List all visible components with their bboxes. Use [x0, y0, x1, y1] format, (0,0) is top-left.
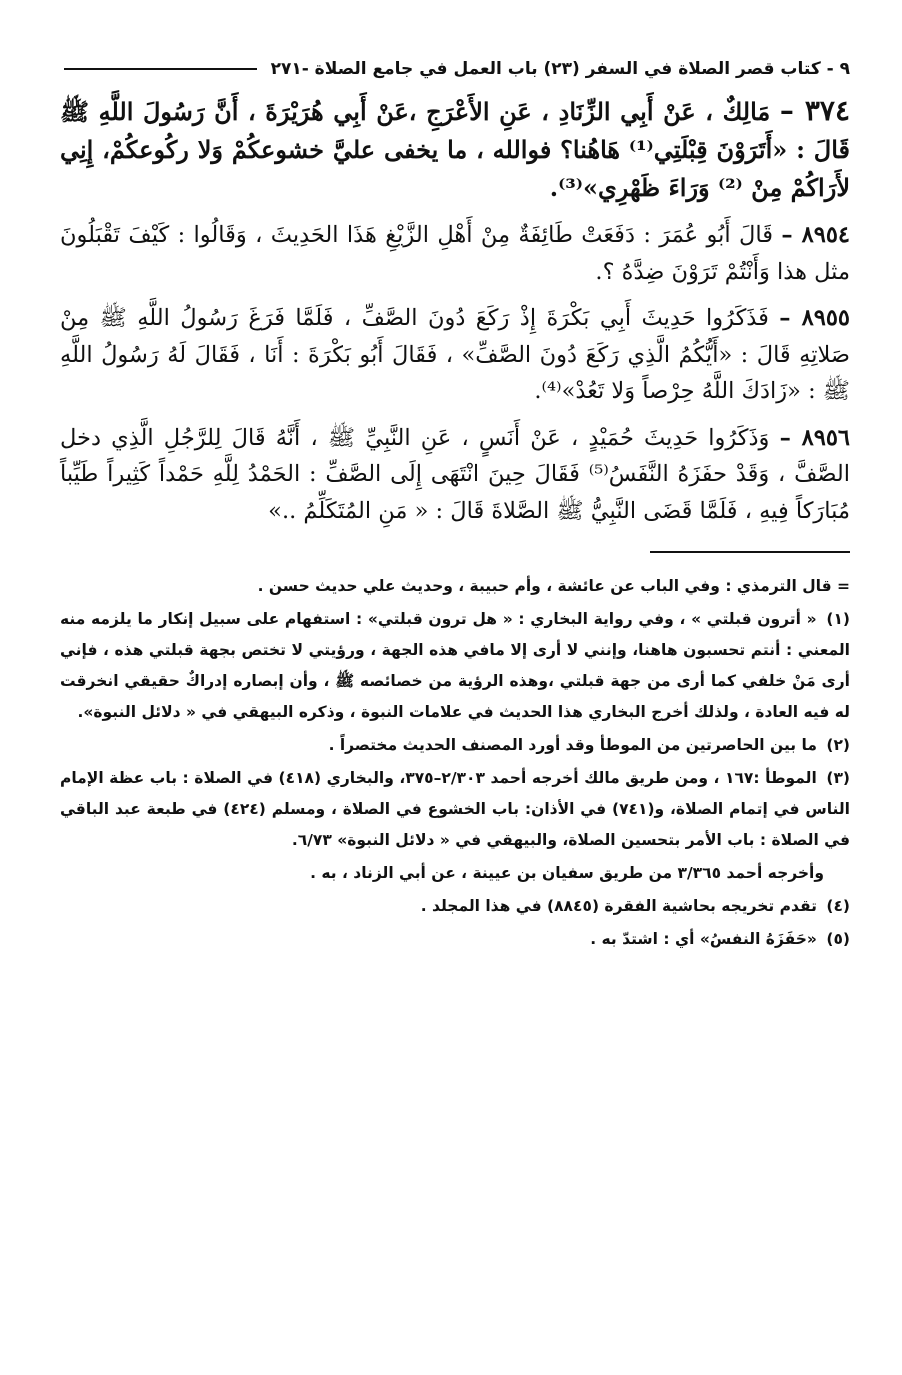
footnote-2 — [60, 730, 850, 761]
footnote-1 — [60, 604, 850, 728]
footnotes — [60, 571, 850, 955]
footnote-marker: (٣) — [826, 769, 850, 787]
footnote-text: تقدم تخريجه بحاشية الفقرة (٨٨٤٥) في هذا المجلد . — [420, 897, 817, 915]
paragraph-text: وَذَكَرُوا حَدِيثَ حُمَيْدٍ ، عَنْ أَنَسٍ ، عَنِ النَّبِيِّ ﷺ ، أَنَّهُ قَالَ لِلرَّجُلِ الَّذِي دخل الصَّفَّ ، وَقَدْ حفَزَهُ النَّفَسُ⁽⁵⁾ فَقَالَ حِينَ انْتَهَى إِلَى الصَّفِّ : الحَمْدُ لِلَّهِ حَمْداً كَثِيراً طَيِّباً مُبَارَكاً فِيهِ ، فَلَمَّا قَضَى النَّبِيُّ ﷺ الصَّلاةَ قَالَ : « مَنِ المُتَكَلِّمُ ..» — [60, 424, 850, 524]
paragraph-8954 — [60, 217, 850, 290]
footnote-marker: (٤) — [826, 897, 850, 915]
footnote-marker: (١) — [826, 610, 850, 628]
paragraph-text: فَذَكَرُوا حَدِيثَ أَبِي بَكْرَةَ إِذْ رَكَعَ دُونَ الصَّفِّ ، فَلَمَّا فَرَغَ رَسُولُ اللَّهِ ﷺ مِنْ صَلاتِهِ قَالَ : «أَيُّكُمُ الَّذِي رَكَعَ دُونَ الصَّفِّ» ، فَقَالَ أَبُو بَكْرَةَ : أَنَا ، فَقَالَ لَهُ رَسُولُ اللَّهِ ﷺ : «زَادَكَ اللَّهُ حِرْصاً وَلا تَعُدْ»⁽⁴⁾. — [60, 305, 850, 404]
footnote-text: «حَفَزَهُ النفسُ» أي : اشتدّ به . — [590, 930, 817, 948]
footnote-text: « أترون قبلتي » ، وفي رواية البخاري : « هل ترون قبلتي» : استفهام على سبيل إنكار ما يلزمه منه المعني : أنتم تحسبون هاهنا، وإنني لا أرى إلا مافي هذه الجهة ، ورؤيتي لا تختص بجهة قبلتي هذه ، فإني أرى مَنْ خلفي كما أرى من جهة قبلتي ،وهذه الرؤية من خصائصه ﷺ ، وأن إبصاره إدراكٌ حقيقي انخرقت له فيه العادة ، ولذلك أخرج البخاري هذا الحديث في علامات النبوة ، وذكره البيهقي في « دلائل النبوة». — [60, 610, 850, 721]
header-title: ٩ - كتاب قصر الصلاة في السفر (٢٣) باب العمل في جامع الصلاة -٢٧١ — [270, 59, 850, 79]
paragraph-number: ٨٩٥٦ – — [779, 424, 850, 451]
footnote-continuation — [60, 571, 850, 602]
footnote-marker: (٥) — [826, 930, 850, 948]
footnote-text: = قال الترمذي : وفي الباب عن عائشة ، وأم حبيبة ، وحديث علي حديث حسن . — [257, 577, 850, 595]
paragraph-text: قَالَ أَبُو عُمَرَ : دَفَعَتْ طَائِفَةٌ مِنْ أَهْلِ الزَّيْغِ هَذَا الحَدِيثَ ، وَقَالُوا : كَيْفَ تَقْبَلُونَ مثل هذا وَأَنْتُمْ تَرَوْنَ ضِدَّهُ ؟. — [60, 222, 850, 285]
footnote-text: الموطأ :١٦٧ ، ومن طريق مالك أخرجه أحمد ٢/٣٠٣–٣٧٥، والبخاري (٤١٨) في الصلاة : باب عظة الإمام الناس في إتمام الصلاة، و(٧٤١) في الأذان: باب الخشوع في الصلاة ، ومسلم (٤٢٤) في طبعة عبد الباقي في الصلاة : باب الأمر بتحسين الصلاة، والبيهقي في « دلائل النبوة» ٦/٧٣. — [60, 769, 850, 849]
footnote-text: ما بين الحاصرتين من الموطأ وقد أورد المصنف الحديث مختصراً . — [328, 736, 817, 754]
paragraph-number: ٨٩٥٤ – — [781, 222, 850, 248]
paragraph-number: ٣٧٤ – — [779, 94, 850, 127]
main-text — [60, 92, 850, 529]
footnote-3 — [60, 763, 850, 856]
footnote-4 — [60, 891, 850, 922]
paragraph-text: مَالِكٌ ، عَنْ أَبِي الزِّنَادِ ، عَنِ الأَعْرَجِ ،عَنْ أَبِي هُرَيْرَةَ ، أَنَّ رَسُولَ اللَّهِ ﷺ قَالَ : «أَتَرَوْنَ قِبْلَتِي⁽¹⁾ هَاهُنا؟ فوالله ، ما يخفى عليَّ خشوعكُمْ وَلا ركُوعكُمْ، إِنِي لأَرَاكُمْ مِنْ ⁽²⁾ وَرَاءَ ظَهْرِي»⁽³⁾. — [60, 97, 851, 202]
footnote-5 — [60, 924, 850, 955]
paragraph-8956 — [60, 420, 850, 530]
header-rule — [64, 68, 257, 70]
footnote-separator — [650, 551, 850, 553]
footnote-3-addendum — [60, 858, 850, 889]
paragraph-8955 — [60, 300, 850, 410]
paragraph-number: ٨٩٥٥ – — [779, 305, 850, 331]
running-header — [60, 52, 850, 86]
footnote-text: وأخرجه أحمد ٣/٣٦٥ من طريق سفيان بن عيينة ، عن أبي الزناد ، به . — [310, 864, 824, 882]
footnote-marker: (٢) — [826, 736, 850, 754]
paragraph-hadith-374 — [60, 92, 850, 207]
book-page — [60, 52, 850, 1352]
